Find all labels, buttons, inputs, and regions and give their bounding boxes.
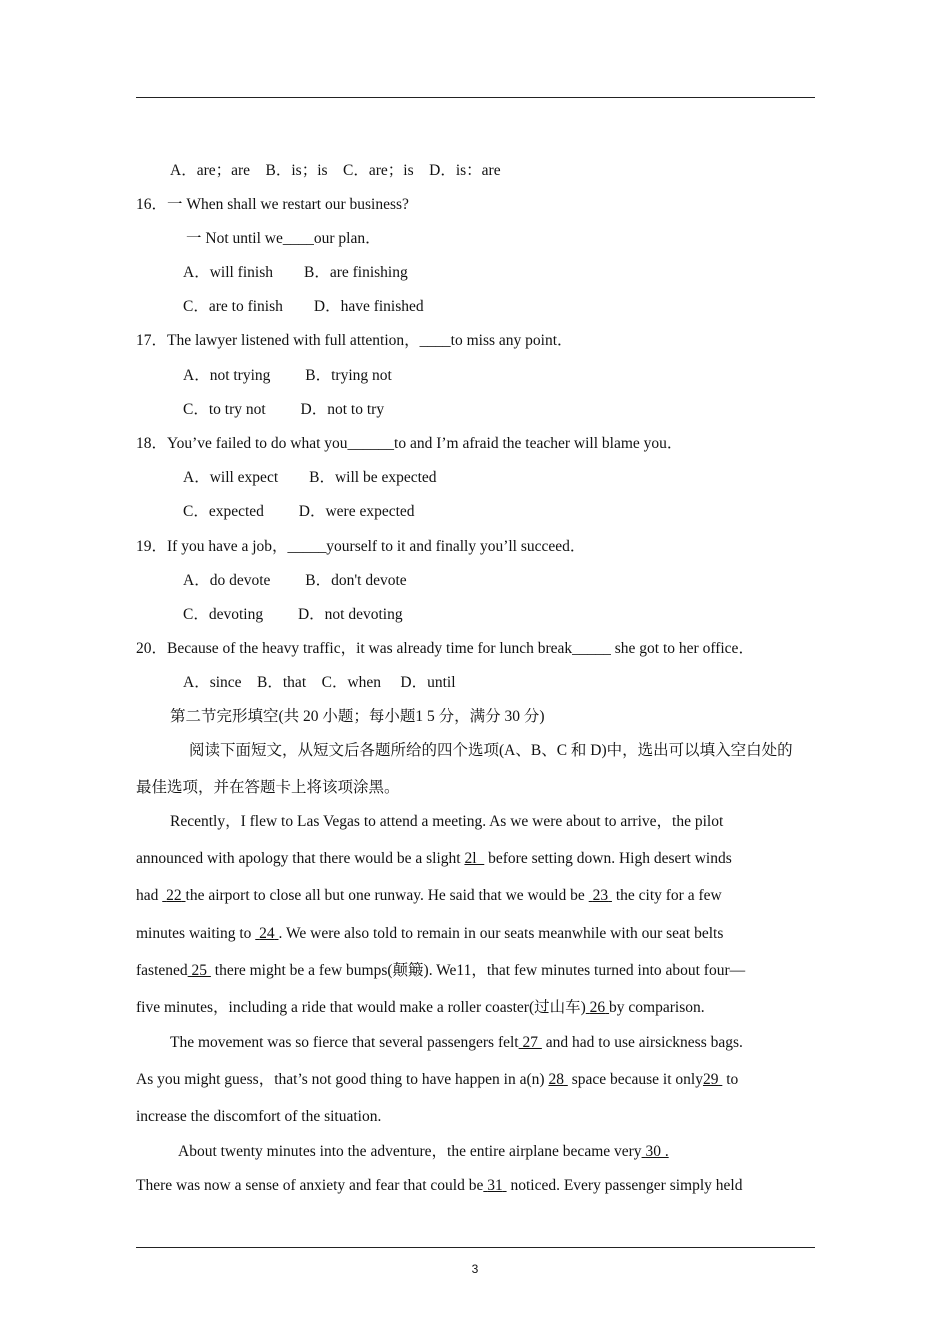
- footer-rule: [136, 1247, 815, 1248]
- section-instructions-line1: 阅读下面短文，从短文后各题所给的四个选项(A、B、C 和 D)中，选出可以填入空白处的: [189, 742, 793, 759]
- passage-text: About twenty minutes into the adventure，the entire airplane became very: [178, 1143, 642, 1160]
- passage-text: There was now a sense of anxiety and fear that could be: [136, 1177, 484, 1194]
- passage-p1-line3: [136, 886, 722, 906]
- q16-options-row1: A．will finish B．are finishing: [183, 264, 408, 281]
- q19-options-row1: A．do devote B．don't devote: [183, 572, 407, 589]
- q18-post: to and I’m afraid the teacher will blame you．: [394, 435, 683, 452]
- passage-text: As you might guess，that’s not good thing to have happen in a(n): [136, 1071, 549, 1088]
- blank-21: 2l: [464, 850, 477, 867]
- q20-post: she got to her office．: [610, 640, 754, 657]
- passage-text: there might be a few bumps(颠簸). We11，that few minutes turned into about four—: [210, 962, 746, 979]
- q17-post: to miss any point．: [450, 332, 573, 349]
- q19-blank: _____: [287, 538, 327, 555]
- blank-30: 30 .: [645, 1143, 669, 1160]
- blank-26: 26: [589, 999, 606, 1016]
- header-rule: [136, 97, 815, 98]
- q20-blank: _____: [572, 640, 611, 657]
- q18-blank: ______: [347, 435, 395, 452]
- blank-25: 25: [191, 962, 208, 979]
- passage-p2-line3: increase the discomfort of the situation.: [136, 1108, 382, 1125]
- q19-pre: 19．If you have a job，: [136, 538, 288, 555]
- page-number: 3: [471, 1262, 479, 1276]
- blank-24: 24: [259, 925, 275, 942]
- blank-22: 22: [166, 887, 182, 904]
- q19-options-row2: C．devoting D．not devoting: [183, 606, 403, 623]
- q20-pre: 20．Because of the heavy traffic，it was already time for lunch break: [136, 640, 573, 657]
- q20-options-row1: A．since B．that C．when D．until: [183, 674, 456, 691]
- passage-text: the city for a few: [611, 887, 722, 904]
- q17-blank: ____: [419, 332, 451, 349]
- passage-p1-line6: [136, 998, 705, 1018]
- blank-23: 23: [592, 887, 609, 904]
- passage-p1-line5: [136, 961, 745, 981]
- q16-options-row2: C．are to finish D．have finished: [183, 298, 424, 315]
- q16-blank: ____: [282, 230, 314, 247]
- passage-text: noticed. Every passenger simply held: [506, 1177, 743, 1194]
- q15-options: A．are；are B．is；is C．are；is D．is：are: [170, 162, 501, 179]
- q20-stem: [136, 639, 754, 659]
- section-instructions-line2: 最佳选项，并在答题卡上将该项涂黑。: [136, 779, 400, 796]
- q16-stem: 16．一 When shall we restart our business?: [136, 196, 409, 213]
- passage-p3-line2: [136, 1176, 742, 1196]
- passage-text: and had to use airsickness bags.: [541, 1034, 743, 1051]
- q19-stem: [136, 537, 585, 557]
- passage-text: five minutes，including a ride that would make a roller coaster(过山车): [136, 999, 586, 1016]
- passage-text: had: [136, 887, 163, 904]
- blank-31: 31: [487, 1177, 503, 1194]
- passage-text: fastened: [136, 962, 188, 979]
- passage-p1-line2: [136, 849, 732, 869]
- q18-options-row2: C．expected D．were expected: [183, 503, 415, 520]
- passage-text: The movement was so fierce that several passengers felt: [170, 1034, 519, 1051]
- passage-p2-line2: [136, 1070, 738, 1090]
- passage-p2-line1: [170, 1033, 743, 1053]
- blank-29: 29: [702, 1071, 719, 1088]
- passage-text: . We were also told to remain in our seats meanwhile with our seat belts: [278, 925, 724, 942]
- q16-sub-post: our plan．: [313, 230, 381, 247]
- q17-options-row1: A．not trying B．trying not: [183, 367, 392, 384]
- q16-sub-pre: 一 Not until we: [186, 230, 283, 247]
- passage-text: by comparison.: [609, 999, 705, 1016]
- passage-text: the airport to close all but one runway. He said that we would be: [185, 887, 589, 904]
- passage-text: announced with apology that there would be a slight: [136, 850, 465, 867]
- q16-sub: [186, 229, 381, 249]
- passage-p3-line1: [178, 1142, 669, 1162]
- passage-text: minutes waiting to: [136, 925, 256, 942]
- q18-stem: [136, 434, 682, 454]
- blank-27: 27: [522, 1034, 538, 1051]
- passage-p1-line1: Recently，I flew to Las Vegas to attend a meeting. As we were about to arrive，the pilot: [170, 813, 724, 830]
- q17-stem: [136, 331, 573, 351]
- q18-pre: 18．You’ve failed to do what you: [136, 435, 348, 452]
- q17-pre: 17．The lawyer listened with full attention，: [136, 332, 420, 349]
- passage-text: to: [722, 1071, 739, 1088]
- passage-text: space because it only: [567, 1071, 703, 1088]
- passage-text: before setting down. High desert winds: [484, 850, 732, 867]
- blank-28: 28: [548, 1071, 564, 1088]
- q17-options-row2: C．to try not D．not to try: [183, 401, 385, 418]
- q18-options-row1: A．will expect B．will be expected: [183, 469, 437, 486]
- passage-p1-line4: [136, 924, 723, 944]
- section-heading: 第二节完形填空(共 20 小题；每小题1 5 分，满分 30 分): [170, 708, 545, 725]
- q19-post: yourself to it and finally you’ll succeed．: [326, 538, 586, 555]
